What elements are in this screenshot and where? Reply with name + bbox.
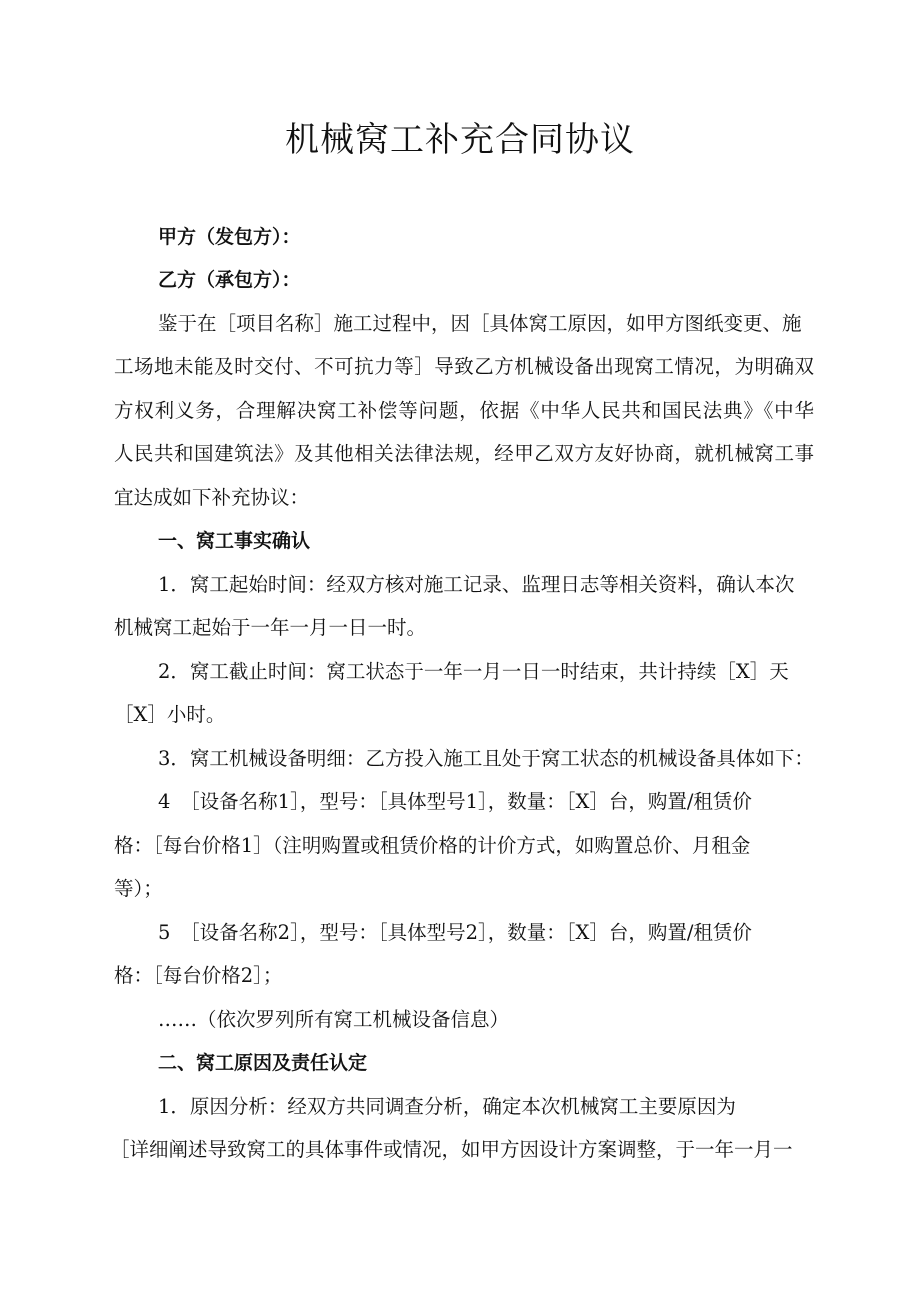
section-1-heading: 一、窝工事实确认 xyxy=(158,530,311,552)
section-1-item-1-line: 1．窝工起始时间：经双方核对施工记录、监理日志等相关资料，确认本次 xyxy=(158,573,795,596)
preamble-line: 方权利义务，合理解决窝工补偿等问题，依据《中华人民共和国民法典》《中华 xyxy=(114,399,814,422)
section-1-item-3: 3．窝工机械设备明细：乙方投入施工且处于窝工状态的机械设备具体如下： xyxy=(158,747,814,770)
section-2-heading: 二、窝工原因及责任认定 xyxy=(158,1052,368,1074)
section-1-item-1-line: 机械窝工起始于一年一月一日一时。 xyxy=(114,616,427,639)
section-1-item-4-line: 格：［每台价格1］（注明购置或租赁价格的计价方式，如购置总价、月租金 xyxy=(114,834,751,857)
preamble-line: 鉴于在［项目名称］施工过程中，因［具体窝工原因，如甲方图纸变更、施 xyxy=(158,312,802,335)
section-1-etc: ……（依次罗列所有窝工机械设备信息） xyxy=(158,1008,510,1031)
preamble-line: 人民共和国建筑法》及其他相关法律法规，经甲乙双方友好协商，就机械窝工事 xyxy=(114,442,814,465)
section-1-item-4-line: 等）； xyxy=(114,877,163,900)
section-1-item-2-line: 2．窝工截止时间：窝工状态于一年一月一日一时结束，共计持续［X］天 xyxy=(158,660,789,683)
party-b-label: 乙方（承包方）： xyxy=(158,269,301,291)
section-2-item-1-line: 1．原因分析：经双方共同调查分析，确定本次机械窝工主要原因为 xyxy=(158,1095,736,1118)
section-1-item-5-line: 格：［每台价格2］； xyxy=(114,964,283,987)
party-a-label: 甲方（发包方）： xyxy=(158,226,301,248)
section-1-item-2-line: ［X］小时。 xyxy=(114,703,226,726)
preamble-line: 工场地未能及时交付、不可抗力等］导致乙方机械设备出现窝工情况，为明确双 xyxy=(114,355,814,378)
section-1-item-4-line: 4 ［设备名称1］，型号：［具体型号1］，数量：［X］台，购置/租赁价 xyxy=(158,790,752,813)
preamble-line: 宜达成如下补充协议： xyxy=(114,486,310,509)
section-2-item-1-line: ［详细阐述导致窝工的具体事件或情况，如甲方因设计方案调整，于一年一月一 xyxy=(110,1138,793,1161)
document-title: 机械窝工补充合同协议 xyxy=(285,120,635,160)
section-1-item-5-line: 5 ［设备名称2］，型号：［具体型号2］，数量：［X］台，购置/租赁价 xyxy=(158,921,752,944)
